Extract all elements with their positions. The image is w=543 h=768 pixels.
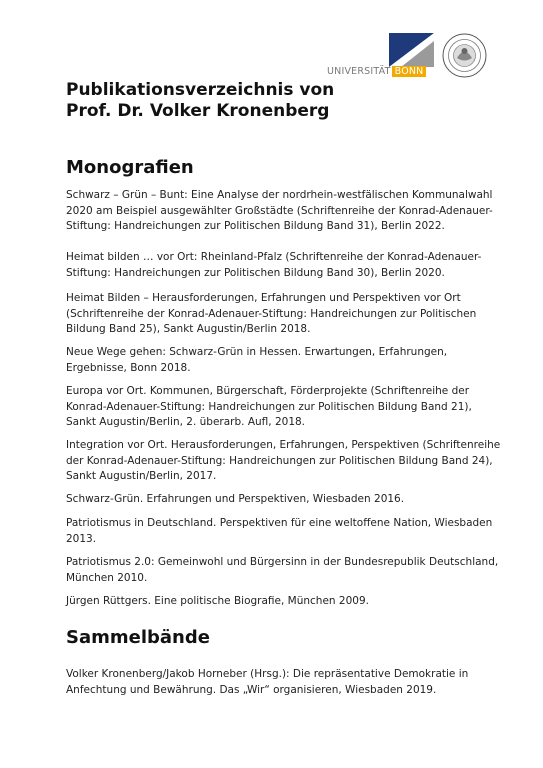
list-item: Volker Kronenberg/Jakob Horneber (Hrsg.): Die repräsentative Demokratie in Anfechtung und Bewährung. Das „Wir“ organisieren, Wiesbaden 2019. — [66, 668, 469, 696]
list-item: Schwarz-Grün. Erfahrungen und Perspektiven, Wiesbaden 2016. — [66, 493, 405, 505]
list-item: Jürgen Rüttgers. Eine politische Biografie, München 2009. — [66, 595, 369, 607]
section-heading-monografien: Monografien — [66, 157, 194, 178]
university-logo — [327, 33, 505, 81]
logo-wordmark — [327, 66, 443, 80]
list-item: Europa vor Ort. Kommunen, Bürgerschaft, Förderprojekte (Schriftenreihe der Konrad-Adenauer-Stiftung: Handreichungen zur Politischen Bildung Band 21), Sankt Augustin/Berlin, 2. überarb. Aufl, 2018. — [66, 385, 472, 428]
list-item: Integration vor Ort. Herausforderungen, Erfahrungen, Perspektiven (Schriftenreihe der Konrad-Adenauer-Stiftung: Handreichungen zur Politischen Bildung Band 24), Sankt Augustin/Berlin, 2017. — [66, 439, 501, 482]
list-item: Patriotismus in Deutschland. Perspektiven für eine weltoffene Nation, Wiesbaden 2013. — [66, 517, 493, 545]
document-title — [66, 80, 486, 122]
list-item: Heimat bilden … vor Ort: Rheinland-Pfalz (Schriftenreihe der Konrad-Adenauer- Stiftung: Handreichungen zur Politischen Bildung Band 30), Berlin 2020. — [66, 251, 482, 279]
title-line-1: Publikationsverzeichnis von — [66, 80, 335, 100]
list-item: Neue Wege gehen: Schwarz-Grün in Hessen. Erwartungen, Erfahrungen, Ergebnisse, Bonn 2018. — [66, 346, 448, 374]
logo-university-text: UNIVERSITÄT — [327, 66, 391, 77]
section-heading-sammelbaende: Sammelbände — [66, 627, 210, 648]
list-item: Heimat Bilden – Herausforderungen, Erfahrungen und Perspektiven vor Ort (Schriftenreihe der Konrad-Adenauer-Stiftung: Handreichungen zur Politischen Bildung Band 25), Sankt Augustin/Berlin 2018. — [66, 292, 477, 335]
list-item: Patriotismus 2.0: Gemeinwohl und Bürgersinn in der Bundesrepublik Deutschland, München 2010. — [66, 556, 499, 584]
logo-emblem-icon — [389, 33, 434, 67]
logo-city-text: BONN — [392, 66, 427, 77]
university-seal-icon — [442, 33, 487, 78]
list-item: Schwarz – Grün – Bunt: Eine Analyse der nordrhein-westfälischen Kommunalwahl 2020 am Beispiel ausgewählter Großstädte (Schriftenreihe der Konrad-Adenauer- Stiftung: Handreichungen zur Politischen Bildung Band 31), Berlin 2022. — [66, 189, 493, 232]
title-line-2: Prof. Dr. Volker Kronenberg — [66, 101, 330, 121]
